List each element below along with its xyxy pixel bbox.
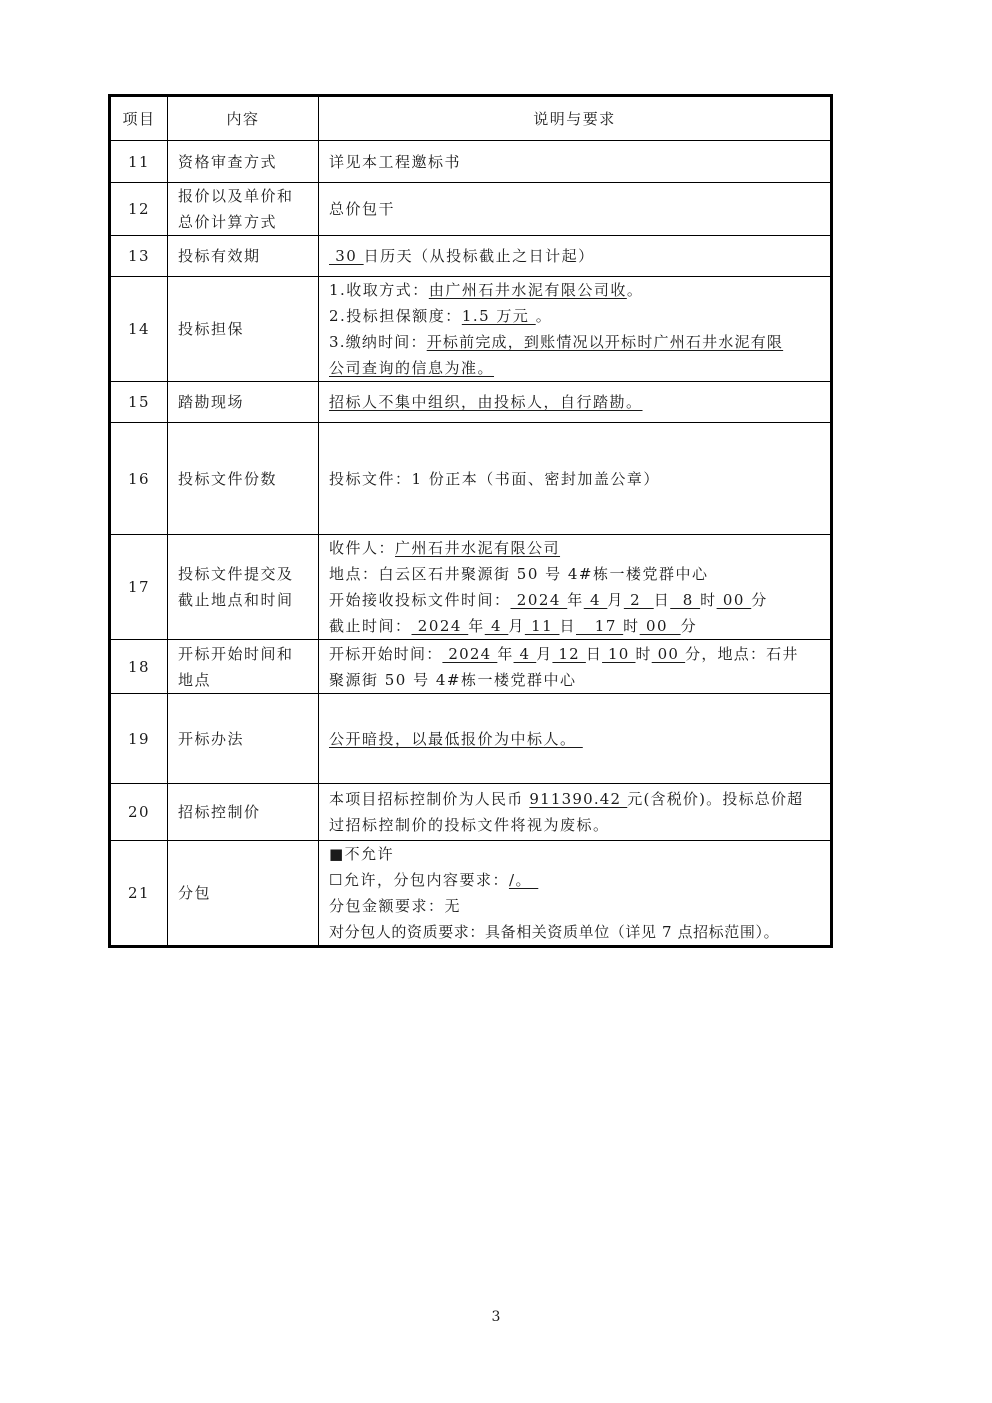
header-content: 内容 — [168, 96, 319, 141]
row-item: 投标有效期 — [168, 236, 319, 277]
unit-hour: 时 — [635, 644, 652, 663]
row-number: 13 — [110, 236, 168, 277]
table-row — [110, 236, 832, 277]
opening-minute: 00 — [651, 644, 686, 663]
row-number: 15 — [110, 382, 168, 423]
unit-month: 月 — [536, 644, 553, 663]
table-row — [110, 141, 832, 183]
bond-collection-value: 由广州石井水泥有限公司收 — [428, 281, 627, 299]
page-number: 3 — [491, 1309, 501, 1325]
row-description — [319, 784, 832, 841]
unit-year: 年 — [468, 617, 485, 635]
table-row — [110, 423, 832, 535]
row-description — [319, 694, 832, 784]
bond-time-value: 开标前完成，到账情况以开标时广州石井水泥有限 — [426, 333, 784, 351]
recipient-line — [329, 535, 820, 561]
receive-start-minute: 00 — [716, 591, 752, 609]
row-description — [319, 382, 832, 423]
unit-day: 日 — [585, 644, 603, 663]
control-price-line-2: 过招标控制价的投标文件将视为废标。 — [329, 816, 610, 834]
subcontract-amount-line: 分包金额要求：无 — [329, 897, 462, 915]
opening-day: 12 — [552, 644, 586, 663]
subcontract-not-allowed-option: ■不允许 — [329, 845, 395, 863]
header-item-number: 项目 — [110, 96, 168, 141]
row-description: 详见本工程邀标书 — [319, 141, 832, 183]
bond-time-label: 3.缴纳时间： — [329, 333, 427, 351]
unit-year: 年 — [497, 644, 514, 663]
validity-days: 30 — [329, 247, 364, 265]
unit-month: 月 — [607, 591, 624, 609]
deadline-minute: 00 — [639, 617, 681, 635]
header-description: 说明与要求 — [319, 96, 832, 141]
row-item: 开标办法 — [168, 694, 319, 784]
row-number: 21 — [110, 841, 168, 947]
row-description: 总价包干 — [319, 183, 832, 236]
bond-time-line — [329, 329, 820, 355]
row-item-line: 总价计算方式 — [178, 213, 278, 231]
subcontract-allowed-option — [329, 867, 820, 893]
bond-collection-end: 。 — [626, 281, 644, 299]
table-row — [110, 277, 832, 382]
row-number: 17 — [110, 535, 168, 640]
row-number: 18 — [110, 640, 168, 694]
row-description — [319, 535, 832, 640]
row-description — [319, 236, 832, 277]
bond-collection-label: 1.收取方式： — [329, 281, 429, 299]
table-row — [110, 382, 832, 423]
bond-amount-label: 2.投标担保额度： — [329, 307, 462, 325]
row-description — [319, 277, 832, 382]
receive-start-day: 2 — [623, 591, 654, 609]
unit-day: 日 — [653, 591, 671, 609]
row-item — [168, 640, 319, 694]
opening-location-line: 聚源街 50 号 4#栋一楼党群中心 — [329, 670, 577, 689]
validity-text: 日历天（从投标截止之日计起） — [363, 247, 595, 265]
row-number: 16 — [110, 423, 168, 535]
unit-day: 日 — [559, 617, 576, 635]
row-description — [319, 841, 832, 947]
opening-location-label: 分，地点：石井 — [685, 644, 799, 663]
control-price-line — [329, 786, 820, 812]
deadline-line — [329, 613, 820, 639]
unit-hour: 时 — [623, 617, 640, 635]
receive-start-label: 开始接收投标文件时间： — [329, 591, 511, 609]
row-number: 12 — [110, 183, 168, 236]
row-item: 踏勘现场 — [168, 382, 319, 423]
table-row — [110, 694, 832, 784]
opening-hour: 10 — [602, 644, 636, 663]
deadline-hour: 17 — [576, 617, 624, 635]
opening-month: 4 — [513, 644, 537, 663]
deadline-day: 11 — [524, 617, 560, 635]
deadline-month: 4 — [484, 617, 509, 635]
bond-time-value-cont: 公司查询的信息为准。 — [329, 359, 495, 377]
row-item: 投标担保 — [168, 277, 319, 382]
row-item-line: 报价以及单价和 — [178, 187, 294, 205]
row-item: 资格审查方式 — [168, 141, 319, 183]
subcontract-qualification-line: 对分包人的资质要求：具备相关资质单位（详见 7 点招标范围）。 — [329, 923, 780, 941]
table-row — [110, 640, 832, 694]
receive-start-month: 4 — [583, 591, 608, 609]
recipient-value: 广州石井水泥有限公司 — [395, 539, 561, 557]
opening-time-label: 开标开始时间： — [329, 644, 443, 663]
address-line: 地点：白云区石井聚源街 50 号 4#栋一楼党群中心 — [329, 565, 709, 583]
table-row — [110, 784, 832, 841]
table-row — [110, 535, 832, 640]
deadline-year: 2024 — [411, 617, 469, 635]
bond-amount-end: 。 — [535, 307, 553, 325]
site-visit-text: 招标人不集中组织，由投标人，自行踏勘。 — [329, 393, 643, 411]
row-number: 19 — [110, 694, 168, 784]
receive-start-year: 2024 — [510, 591, 568, 609]
row-number: 20 — [110, 784, 168, 841]
table-row — [110, 183, 832, 236]
row-description — [319, 640, 832, 694]
opening-year: 2024 — [442, 644, 498, 663]
opening-method-text: 公开暗投，以最低报价为中标人。 — [329, 729, 583, 748]
row-item-line: 地点 — [178, 670, 212, 689]
deadline-label: 截止时间： — [329, 617, 412, 635]
bond-collection-line — [329, 277, 820, 303]
recipient-label: 收件人： — [329, 539, 396, 557]
unit-year: 年 — [567, 591, 584, 609]
table-header-row — [110, 96, 832, 141]
control-price-label: 本项目招标控制价为人民币 — [329, 790, 530, 808]
subcontract-allowed-label: ☐允许，分包内容要求： — [329, 871, 509, 889]
row-item — [168, 183, 319, 236]
control-price-note: 元(含税价)。投标总价超 — [627, 790, 804, 808]
row-item-line: 投标文件提交及 — [178, 565, 294, 583]
bond-amount-line — [329, 303, 820, 329]
receive-start-hour: 8 — [670, 591, 701, 609]
subcontract-content-value: /。 — [508, 871, 539, 889]
row-item-line: 开标开始时间和 — [178, 644, 294, 663]
unit-minute: 分 — [680, 617, 698, 635]
row-item: 投标文件份数 — [168, 423, 319, 535]
receive-start-line — [329, 587, 820, 613]
unit-minute: 分 — [751, 591, 768, 609]
unit-month: 月 — [508, 617, 525, 635]
table-row — [110, 841, 832, 947]
tender-requirements-table — [108, 94, 833, 948]
bond-amount-value: 1.5 万元 — [461, 307, 536, 325]
control-price-amount: 911390.42 — [529, 790, 628, 808]
row-description: 投标文件：1 份正本（书面、密封加盖公章） — [319, 423, 832, 535]
row-number: 14 — [110, 277, 168, 382]
row-item: 分包 — [168, 841, 319, 947]
opening-time-line — [329, 641, 820, 667]
row-item: 招标控制价 — [168, 784, 319, 841]
row-item — [168, 535, 319, 640]
row-item-line: 截止地点和时间 — [178, 591, 294, 609]
unit-hour: 时 — [700, 591, 717, 609]
row-number: 11 — [110, 141, 168, 183]
